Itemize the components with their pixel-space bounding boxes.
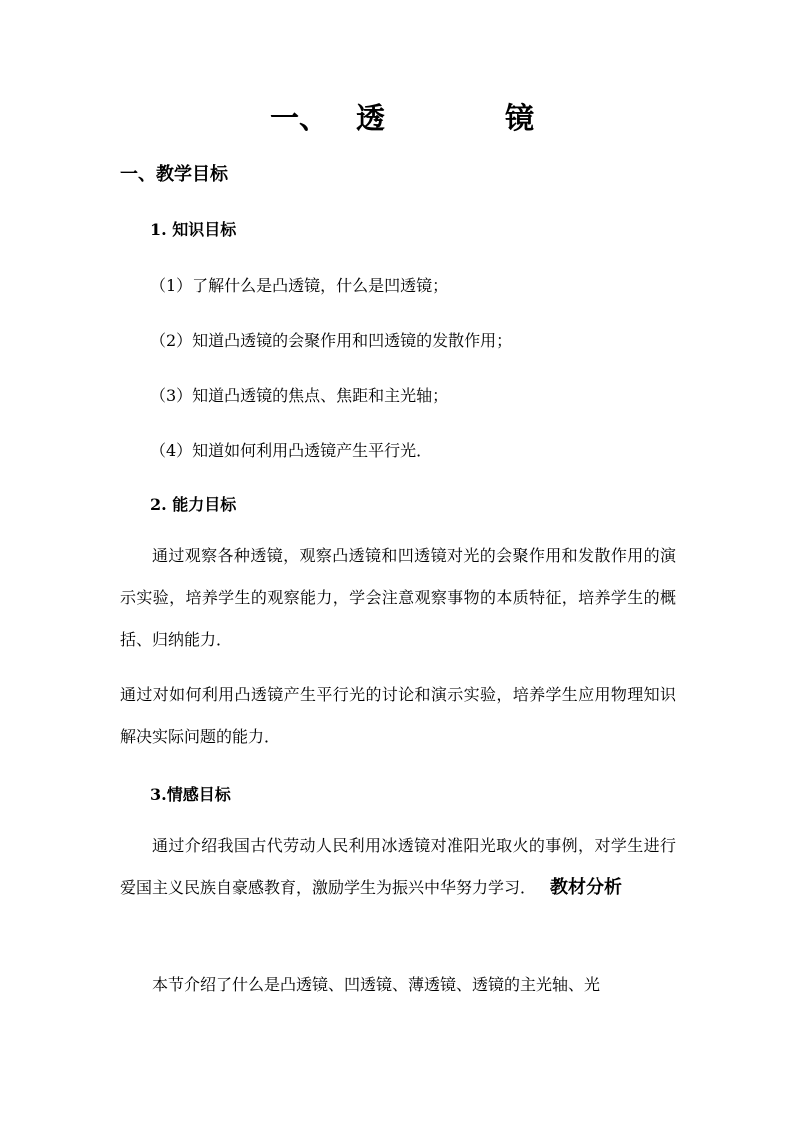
paragraph-emotion <box>120 825 676 909</box>
section-heading-textbook-analysis: 教材分析 <box>550 877 623 898</box>
page-title <box>0 96 794 140</box>
title-part-tou: 透 <box>356 101 386 135</box>
subheading-emotion-goals: 3.情感目标 <box>150 785 231 804</box>
title-part-number: 一、 <box>270 101 329 135</box>
title-part-jing: 镜 <box>505 101 535 135</box>
paragraph-emotion-text: 通过介绍我国古代劳动人民利用冰透镜对准阳光取火的事例，对学生进行爱国主义民族自豪感教育，激励学生为振兴中华努力学习． <box>120 836 676 897</box>
list-item: （2）知道凸透镜的会聚作用和凹透镜的发散作用； <box>150 331 513 350</box>
list-item: （3）知道凸透镜的焦点、焦距和主光轴； <box>150 386 449 405</box>
paragraph-ability-1: 通过观察各种透镜，观察凸透镜和凹透镜对光的会聚作用和发散作用的演示实验，培养学生的观察能力，学会注意观察事物的本质特征，培养学生的概括、归纳能力． <box>120 546 676 649</box>
subheading-ability-goals: 2. 能力目标 <box>150 495 237 514</box>
paragraph-textbook-analysis: 本节介绍了什么是凸透镜、凹透镜、薄透镜、透镜的主光轴、光 <box>152 975 601 994</box>
list-item: （1）了解什么是凸透镜，什么是凹透镜； <box>150 276 449 295</box>
section-heading-teaching-goals: 一、教学目标 <box>120 164 228 185</box>
list-item: （4）知道如何利用凸透镜产生平行光． <box>150 441 433 460</box>
paragraph-ability-2: 通过对如何利用凸透镜产生平行光的讨论和演示实验，培养学生应用物理知识解决实际问题的能力． <box>120 685 676 746</box>
subheading-knowledge-goals: 1. 知识目标 <box>150 220 237 239</box>
